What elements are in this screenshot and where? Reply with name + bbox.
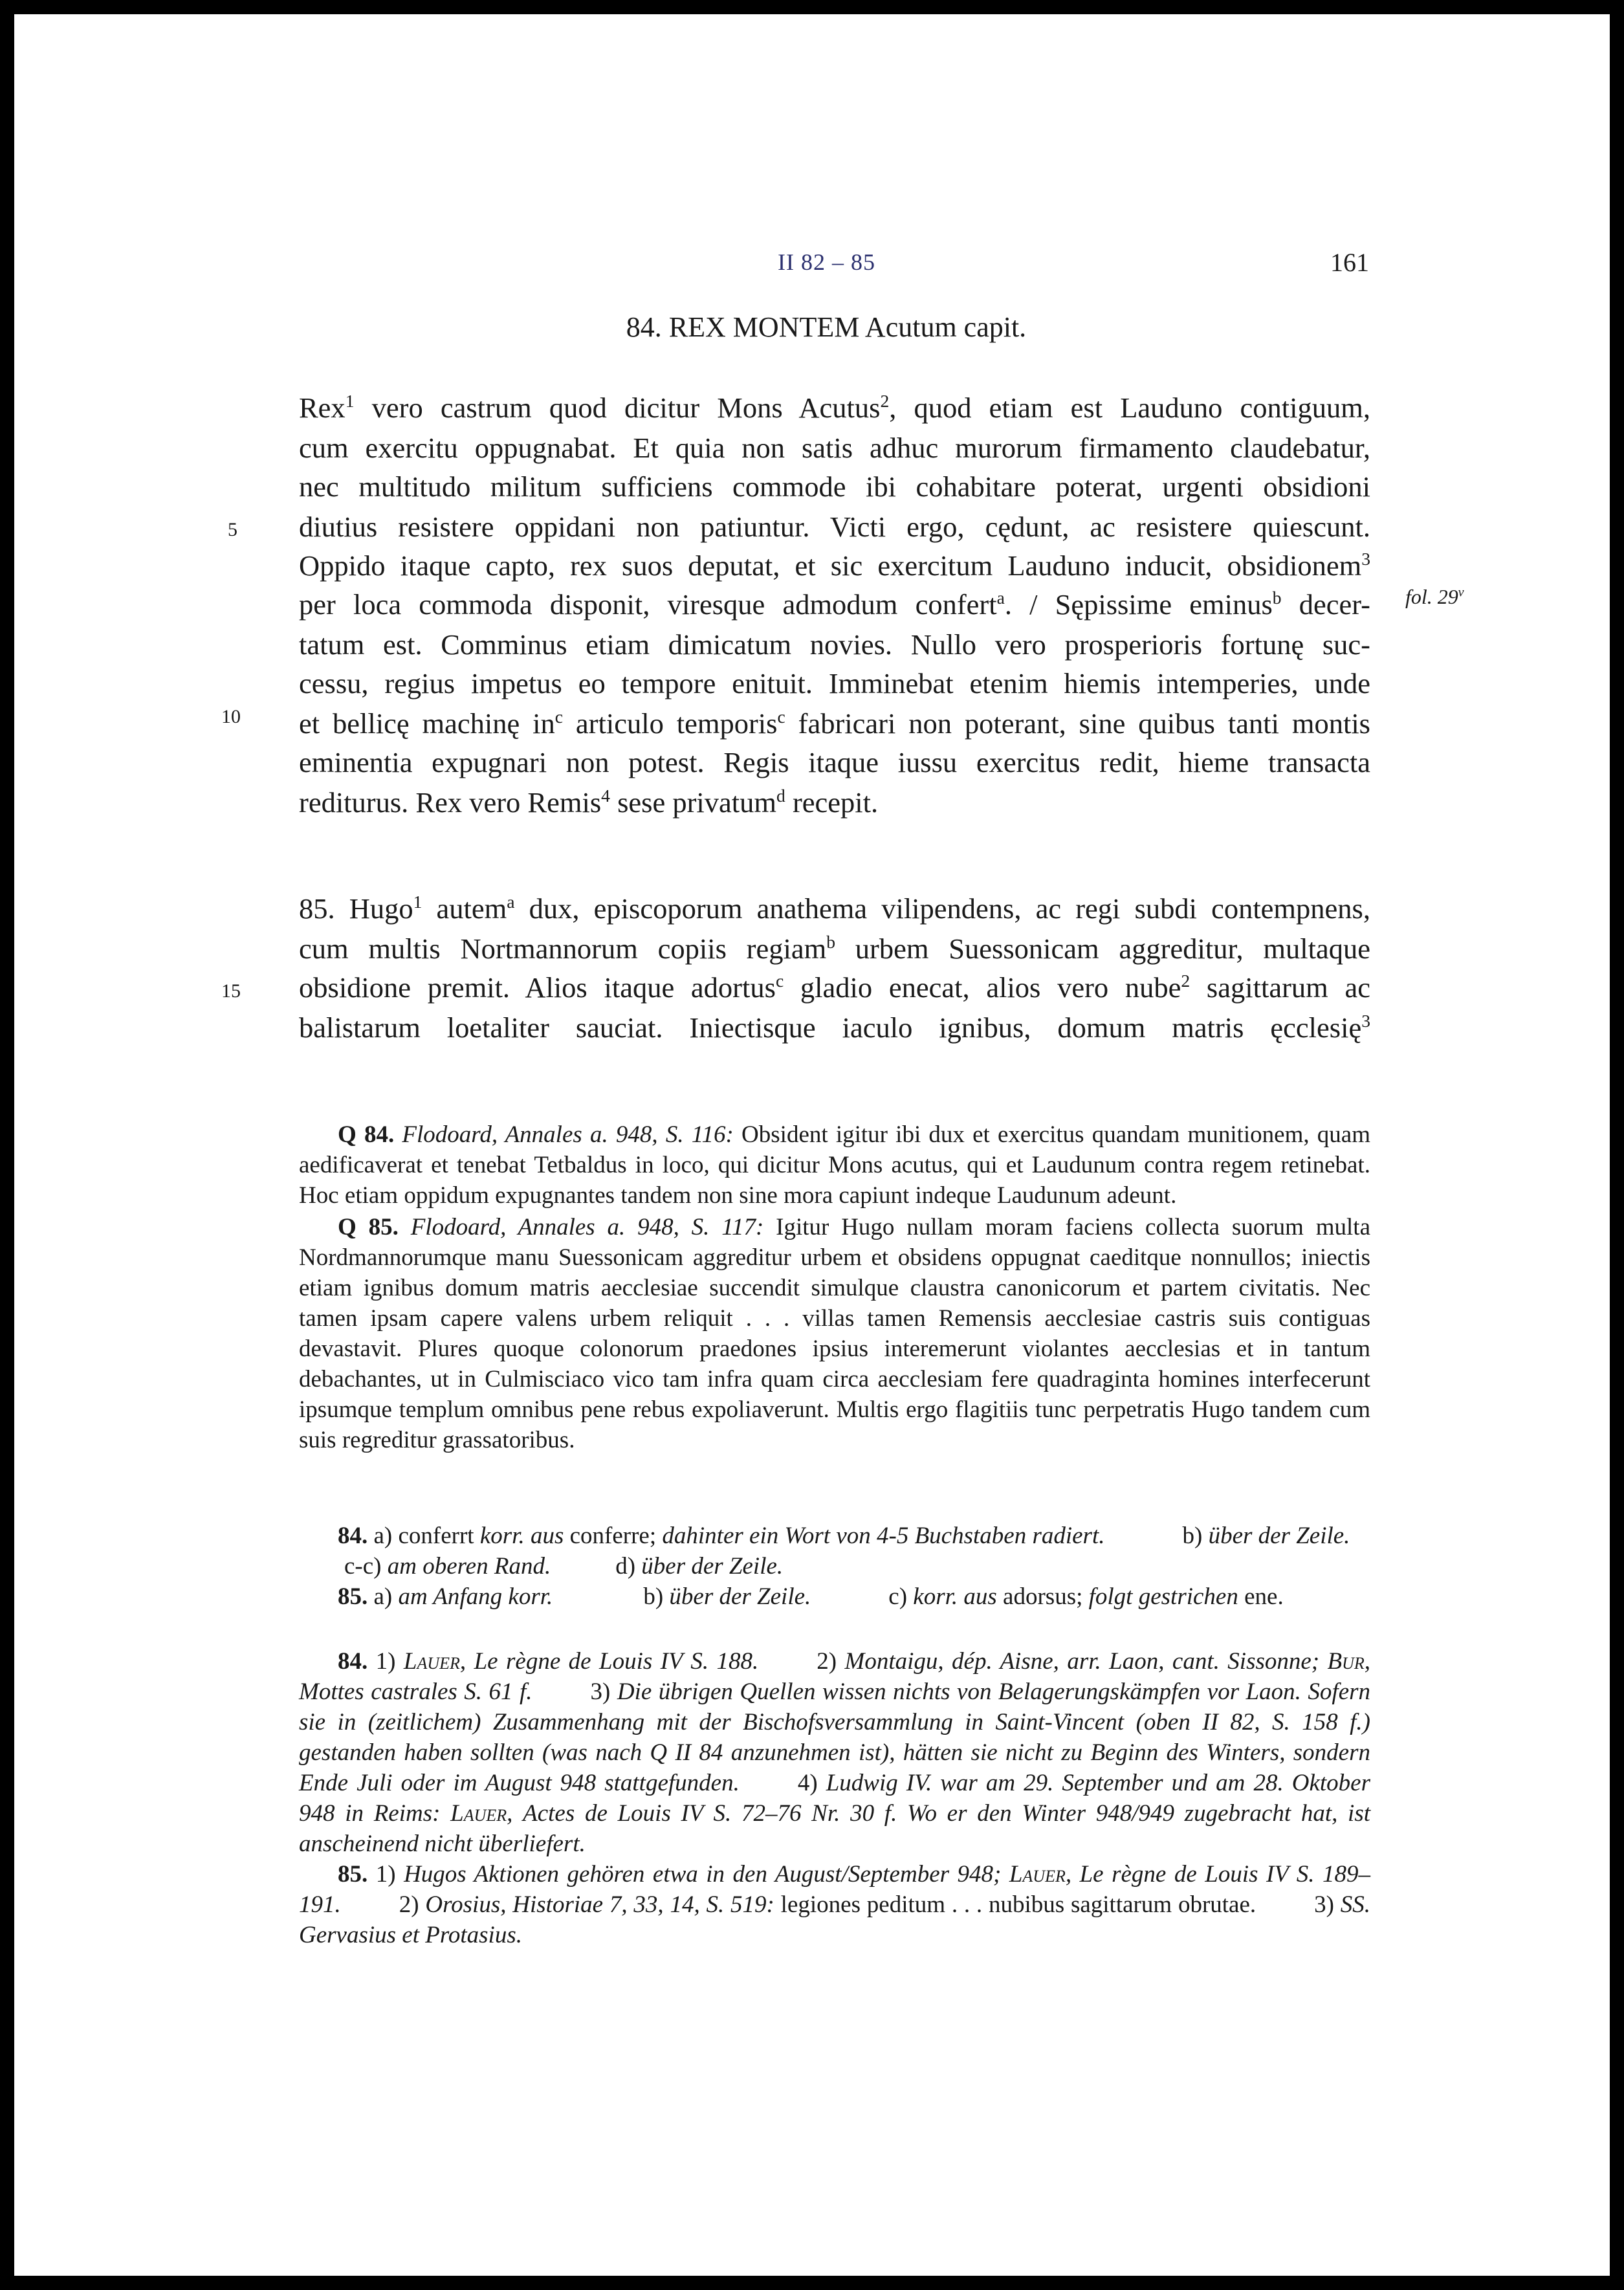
running-head: II 82 – 85 [778, 249, 875, 275]
apparatus-85-c-note: folgt gestrichen [1088, 1583, 1238, 1610]
apparatus-84-num: 84. [338, 1523, 368, 1549]
text-segment: per loca commoda disponit, viresque admodum confert [299, 588, 997, 621]
commentary-84 [299, 1646, 1370, 1859]
commentary-84-f3-key: 3) [590, 1679, 611, 1705]
note-marker: 1 [413, 892, 422, 912]
ch85-line [299, 889, 1370, 929]
commentary-84-f2-name: Bur, [1327, 1648, 1371, 1675]
note-marker: c [775, 971, 784, 991]
commentary-84-num: 84. [338, 1648, 368, 1675]
ch84-line [299, 388, 1370, 428]
commentary-85-f2-key: 2) [399, 1891, 419, 1918]
commentary-84-f2-text: Montaigu, dép. Aisne, arr. Laon, cant. Sissonne; [844, 1648, 1320, 1675]
note-marker: 2 [1181, 971, 1191, 991]
apparatus-85-c-word: ene. [1244, 1583, 1284, 1610]
text-segment: nec multitudo militum sufficiens commode ibi cohabitare poterat, urgenti obsidioni [299, 470, 1370, 503]
commentary-85-f1-text2: Le règne de Louis IV S. 189–191. [299, 1861, 1370, 1918]
note-marker: a [507, 892, 515, 912]
source-q85-text: Igitur Hugo nullam moram faciens collecta suorum multa Nordmannorumque manu Suessonicam aggreditur urbem et obsidens oppugnat caeditque nonnullos; iniectis etiam ignibus domum matris aecclesiae succendit simulque claustra canonicorum et partem civitatis. Nec tamen ipsam capere valens urbem reliquit . . . villas tamen Remensis aecclesiae castris suis contiguas devastavit. Plures quoque colonorum praedones ipsius interemerunt violantes aecclesias et in tantum debachantes, ut in Culmisciaco vico tam infra quam circa aecclesiam fere quadraginta homines interfecerunt ipsumque templum omnibus pene rebus expoliaverunt. Multis ergo flagitiis tunc perpetratis Hugo tandem cum suis regreditur grassatoribus. [299, 1214, 1371, 1453]
commentary-84-f4-key: 4) [797, 1770, 818, 1796]
apparatus-85-a-note: am Anfang korr. [398, 1583, 553, 1610]
ch84-line [299, 783, 1370, 822]
commentary-85-f2-quote: legiones peditum . . . nubibus sagittarum obrutae. [780, 1891, 1256, 1918]
folio-label: fol. 29 [1405, 585, 1458, 608]
text-segment: 85. Hugo [299, 892, 413, 925]
apparatus-85-num: 85. [338, 1583, 368, 1610]
line-number-10: 10 [221, 706, 241, 727]
text-segment: . / Sępissime eminus [1004, 588, 1273, 621]
note-marker: b [826, 932, 836, 952]
text-segment: decer- [1281, 588, 1370, 621]
chapter-84-title: 84. REX MONTEM Acutum capit. [626, 311, 1027, 343]
commentary-85-num: 85. [338, 1861, 368, 1888]
note-marker: 3 [1361, 549, 1370, 569]
text-segment: balistarum loetaliter sauciat. Iniectisque iaculo ignibus, domum matris ęcclesię [299, 1011, 1362, 1044]
ch84-line [299, 585, 1370, 624]
ch84-line [299, 546, 1370, 586]
apparatus-84-c-note: am oberen Rand. [387, 1553, 551, 1580]
commentary-84-f1-key: 1) [375, 1648, 396, 1675]
apparatus-84-d-key: d) [615, 1553, 636, 1580]
source-q84 [299, 1119, 1370, 1211]
line-number-5: 5 [228, 519, 237, 540]
text-segment: tatum est. Comminus etiam dimicatum novies. Nullo vero prosperioris fortunę suc- [299, 628, 1370, 661]
ch84-line [299, 467, 1370, 507]
commentary-84-f2-key: 2) [817, 1648, 837, 1675]
text-segment: dux, episcoporum anathema vilipendens, ac regi subdi contempnens, [514, 892, 1370, 925]
source-q84-ref: Flodoard, Annales a. 948, S. 116: [402, 1121, 734, 1148]
text-segment: obsidione premit. Alios itaque adortus [299, 971, 776, 1004]
commentary-85-f3-key: 3) [1314, 1891, 1334, 1918]
text-segment: cessu, regius impetus eo tempore enituit. Imminebat etenim hiemis intemperies, unde [299, 667, 1370, 699]
source-q84-label: Q 84. [338, 1121, 395, 1148]
commentary-85-f1-key: 1) [375, 1861, 396, 1888]
apparatus-84-d-note: über der Zeile. [641, 1553, 784, 1580]
commentary-84-f4-name: Lauer, [450, 1800, 513, 1827]
commentary-84-f2-text2: Mottes castrales S. 61 f. [299, 1679, 532, 1705]
note-marker: b [1272, 588, 1282, 608]
commentary-85-f3-text: SS. Gervasius et Protasius. [299, 1891, 1371, 1948]
apparatus-85-a-key: a) [373, 1583, 393, 1610]
note-marker: a [996, 588, 1005, 608]
folio-verso: v [1458, 585, 1464, 600]
text-segment: Oppido itaque capto, rex suos deputat, et sic exercitum Lauduno inducit, obsidionem [299, 549, 1362, 582]
text-segment: gladio enecat, alios vero nube [784, 971, 1181, 1004]
apparatus-84-a-orig: conferre; [569, 1523, 657, 1549]
source-q84-text: Obsident igitur ibi dux et exercitus quandam munitionem, quam aedificaverat et tenebat Tetbaldus in loco, qui dicitur Mons acutus, qui et Laudunum contra regem retinebat. Hoc etiam oppidum expugnantes tandem non sine mora capiunt indeque Laudunum adeunt. [299, 1121, 1371, 1209]
text-segment: sese privatum [609, 786, 777, 819]
text-segment: urbem Suessonicam aggreditur, multaque [835, 932, 1370, 965]
commentary-84-f4-text: Ludwig IV. war am 29. September und am 28. Oktober 948 in Reims: [299, 1770, 1370, 1827]
commentary-85-f1-text: Hugos Aktionen gehören etwa in den August/September 948; [404, 1861, 1002, 1888]
commentary-85-f2-ref: Orosius, Historiae 7, 33, 14, S. 519: [425, 1891, 774, 1918]
commentary-84-f3-text: Die übrigen Quellen wissen nichts von Belagerungskämpfen vor Laon. Sofern sie in (zeitlichem) Zusammenhang mit der Bischofsversammlung in Saint-Vincent (oben II 82, S. 158 f.) gestanden haben sollten (was nach Q II 84 anzunehmen ist), hätten sie nicht zu Beginn des Winters, sondern Ende Juli oder im August 948 stattgefunden. [299, 1679, 1371, 1796]
text-segment: , quod etiam est Lauduno contiguum, [889, 391, 1370, 424]
apparatus-85-c-orig: adorsus; [1003, 1583, 1083, 1610]
apparatus-84-a-note: dahinter ein Wort von 4-5 Buchstaben radiert. [662, 1523, 1105, 1549]
ch84-line [299, 428, 1370, 468]
text-segment: autem [422, 892, 507, 925]
apparatus-84-a-korr: korr. aus [479, 1523, 564, 1549]
ch85-line [299, 929, 1370, 969]
apparatus-84-c-key: c-c) [344, 1553, 382, 1580]
page-number: 161 [1330, 248, 1369, 277]
source-q85-label: Q 85. [338, 1214, 399, 1240]
apparatus-84-a-key: a) [373, 1523, 393, 1549]
text-segment: cum exercitu oppugnabat. Et quia non satis adhuc murorum firmamento claudebatur, [299, 432, 1370, 464]
commentary-84-f1-name: Lauer, [403, 1648, 466, 1675]
note-marker: 2 [880, 391, 890, 412]
note-marker: c [554, 707, 564, 727]
text-segment: diutius resistere oppidani non patiuntur. Victi ergo, cędunt, ac resistere quiescunt. [299, 511, 1370, 543]
source-q85-ref: Flodoard, Annales a. 948, S. 117: [410, 1214, 764, 1240]
apparatus-85-c-korr: korr. aus [913, 1583, 997, 1610]
text-segment: eminentia expugnari non potest. Regis itaque iussu exercitus redit, hieme transacta [299, 746, 1370, 778]
text-segment: fabricari non poterant, sine quibus tanti montis [785, 707, 1371, 740]
ch84-line [299, 664, 1370, 703]
apparatus-84-b-key: b) [1182, 1523, 1203, 1549]
margin-folio-note [1405, 585, 1464, 609]
source-notes [299, 1119, 1370, 1455]
text-segment: cum multis Nortmannorum copiis regiam [299, 932, 827, 965]
apparatus-notes [299, 1521, 1370, 1612]
source-q85 [299, 1212, 1370, 1455]
ch85-line [299, 968, 1370, 1007]
commentary-85-f1-name: Lauer, [1009, 1861, 1072, 1888]
commentary-84-f1-text: Le règne de Louis IV S. 188. [474, 1648, 759, 1675]
text-segment: recepit. [785, 786, 879, 819]
text-segment: rediturus. Rex vero Remis [299, 786, 602, 819]
ch84-line [299, 507, 1370, 547]
commentary-84-f4-text2: Actes de Louis IV S. 72–76 Nr. 30 f. Wo er den Winter 948/949 zugebracht hat, ist anscheinend nicht überliefert. [299, 1800, 1371, 1857]
text-segment: sagittarum ac [1190, 971, 1370, 1004]
commentary-85 [299, 1859, 1370, 1950]
note-marker: 4 [601, 786, 610, 806]
text-segment: Rex [299, 391, 346, 424]
apparatus-85 [299, 1581, 1370, 1612]
note-marker: d [776, 786, 785, 806]
note-marker: c [777, 707, 785, 727]
ch84-line [299, 743, 1370, 782]
text-segment: articulo temporis [563, 707, 778, 740]
text-segment: vero castrum quod dicitur Mons Acutus [354, 391, 881, 424]
text-segment: et bellicę machinę in [299, 707, 555, 740]
apparatus-85-b-key: b) [643, 1583, 664, 1610]
ch84-line [299, 704, 1370, 743]
note-marker: 3 [1361, 1011, 1370, 1031]
ch85-line [299, 1008, 1370, 1048]
ch84-line [299, 625, 1370, 665]
apparatus-84 [299, 1521, 1370, 1581]
line-number-15: 15 [221, 980, 241, 1002]
commentary-notes [299, 1646, 1370, 1950]
apparatus-85-c-key: c) [888, 1583, 908, 1610]
apparatus-84-b-note: über der Zeile. [1208, 1523, 1350, 1549]
note-marker: 1 [345, 391, 355, 412]
apparatus-85-b-note: über der Zeile. [669, 1583, 811, 1610]
apparatus-84-a-word: conferrt [398, 1523, 474, 1549]
